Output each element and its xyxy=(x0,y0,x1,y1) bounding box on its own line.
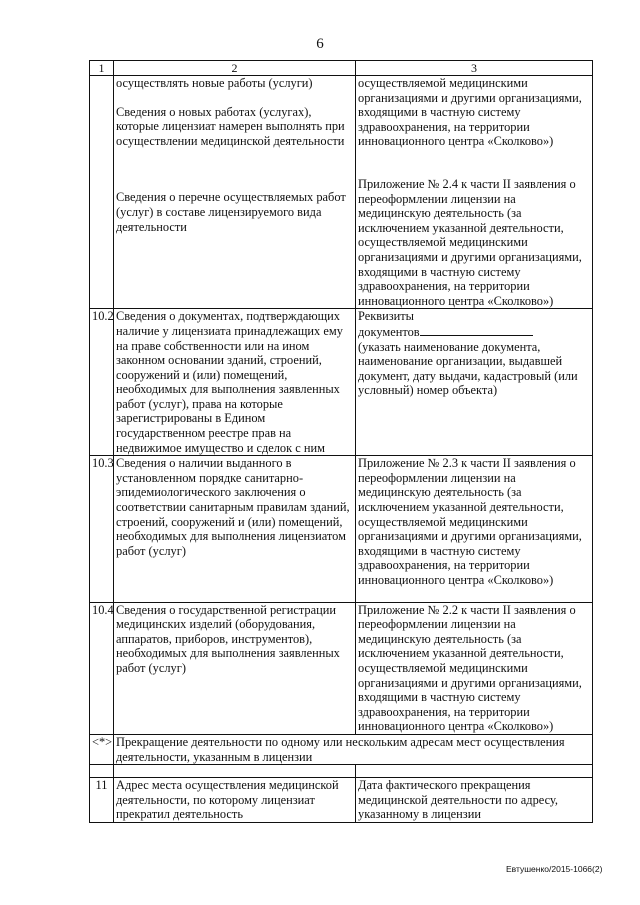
table-row-10-3 xyxy=(90,456,593,602)
requisites-instructions: (указать наименование документа, наименование организации, выдавшей документ, дату выдачи, кадастровый (или условный) номер объекта) xyxy=(358,339,578,398)
row-number: 10.4 xyxy=(90,602,114,734)
termination-heading: Прекращение деятельности по одному или нескольким адресам мест осуществления деятельности, указанным в лицензии xyxy=(114,734,593,764)
table-row-termination xyxy=(90,734,593,764)
continuation-col3 xyxy=(356,76,593,309)
table-row-10-4 xyxy=(90,602,593,734)
new-works-info: Сведения о новых работах (услугах), которые лицензиат намерен выполнять при осуществлении медицинской деятельности xyxy=(116,104,345,148)
row-10-4-appendix: Приложение № 2.2 к части II заявления о переоформлении лицензии на медицинскую деятельность (за исключением указанной деятельности, осуществляемой медицинскими организациями и другими организациями, входящими в частную систему здравоохранения, на территории инновационного центра «Сколково») xyxy=(356,602,593,734)
row-number: 10.3 xyxy=(90,456,114,602)
header-col-3: 3 xyxy=(356,61,593,76)
continuation-col2 xyxy=(114,76,356,309)
row-10-2-requisites xyxy=(356,309,593,456)
documents-line xyxy=(358,324,590,340)
appendix-2-3: Приложение № 2.3 к части II заявления о переоформлении лицензии на медицинскую деятельность (за исключением указанной деятельности, осуществляемой медицинскими организациями и другими организациями, входящими в частную систему здравоохранения, на территории инновационного центра «Сколково») xyxy=(358,456,582,587)
document-footer-code: Евтушенко/2015-1066(2) xyxy=(506,864,603,874)
row-number: <*> xyxy=(90,734,114,764)
row-number: 10.2 xyxy=(90,309,114,456)
works-list-info: Сведения о перечне осуществляемых работ (услуг) в составе лицензируемого вида деятельности xyxy=(116,190,346,234)
spacer-row xyxy=(90,765,593,778)
row-10-3-appendix xyxy=(356,456,593,602)
row-number: 11 xyxy=(90,778,114,823)
table-header-row xyxy=(90,61,593,76)
page-number: 6 xyxy=(316,36,324,52)
row-11-date: Дата фактического прекращения медицинской деятельности по адресу, указанному в лицензии xyxy=(356,778,593,823)
row-10-3-description: Сведения о наличии выданного в установленном порядке санитарно-эпидемиологического заключения о соответствии санитарным правилам зданий, строений, сооружений и (или) помещений, необходимых для выполнения лицензиатом работ (услуг) xyxy=(114,456,356,602)
documents-label: документов xyxy=(358,324,420,339)
row-number-empty xyxy=(90,76,114,309)
header-col-1: 1 xyxy=(90,61,114,76)
table-row-continuation xyxy=(90,76,593,309)
row-10-2-description: Сведения о документах, подтверждающих наличие у лицензиата принадлежащих ему на праве собственности или на ином законном основании зданий, строений, сооружений и (или) помещений, необходимых для выполнения заявленных работ (услуг), права на которые зарегистрированы в Едином государственном реестре прав на недвижимое имущество и сделок с ним xyxy=(114,309,356,456)
row-11-address: Адрес места осуществления медицинской деятельности, по которому лицензиат прекратил деятельность xyxy=(114,778,356,823)
row-10-4-description: Сведения о государственной регистрации медицинских изделий (оборудования, аппаратов, приборов, инструментов), необходимых для выполнения заявленных работ (услуг) xyxy=(114,602,356,734)
header-col-2: 2 xyxy=(114,61,356,76)
license-table xyxy=(89,60,593,823)
appendix-2-4: Приложение № 2.4 к части II заявления о переоформлении лицензии на медицинскую деятельность (за исключением указанной деятельности, осуществляемой медицинскими организациями и другими организациями, входящими в частную систему здравоохранения, на территории инновационного центра «Сколково») xyxy=(358,176,582,308)
requisites-label: Реквизиты xyxy=(358,309,414,324)
skolkovo-continuation: осуществляемой медицинскими организациями и другими организациями, входящими в частную систему здравоохранения, на территории инновационного центра «Сколково») xyxy=(358,76,582,149)
table-row-11 xyxy=(90,778,593,823)
table-row-10-2 xyxy=(90,309,593,456)
documents-blank-field xyxy=(420,324,533,336)
new-works-line: осуществлять новые работы (услуги) xyxy=(116,76,313,90)
